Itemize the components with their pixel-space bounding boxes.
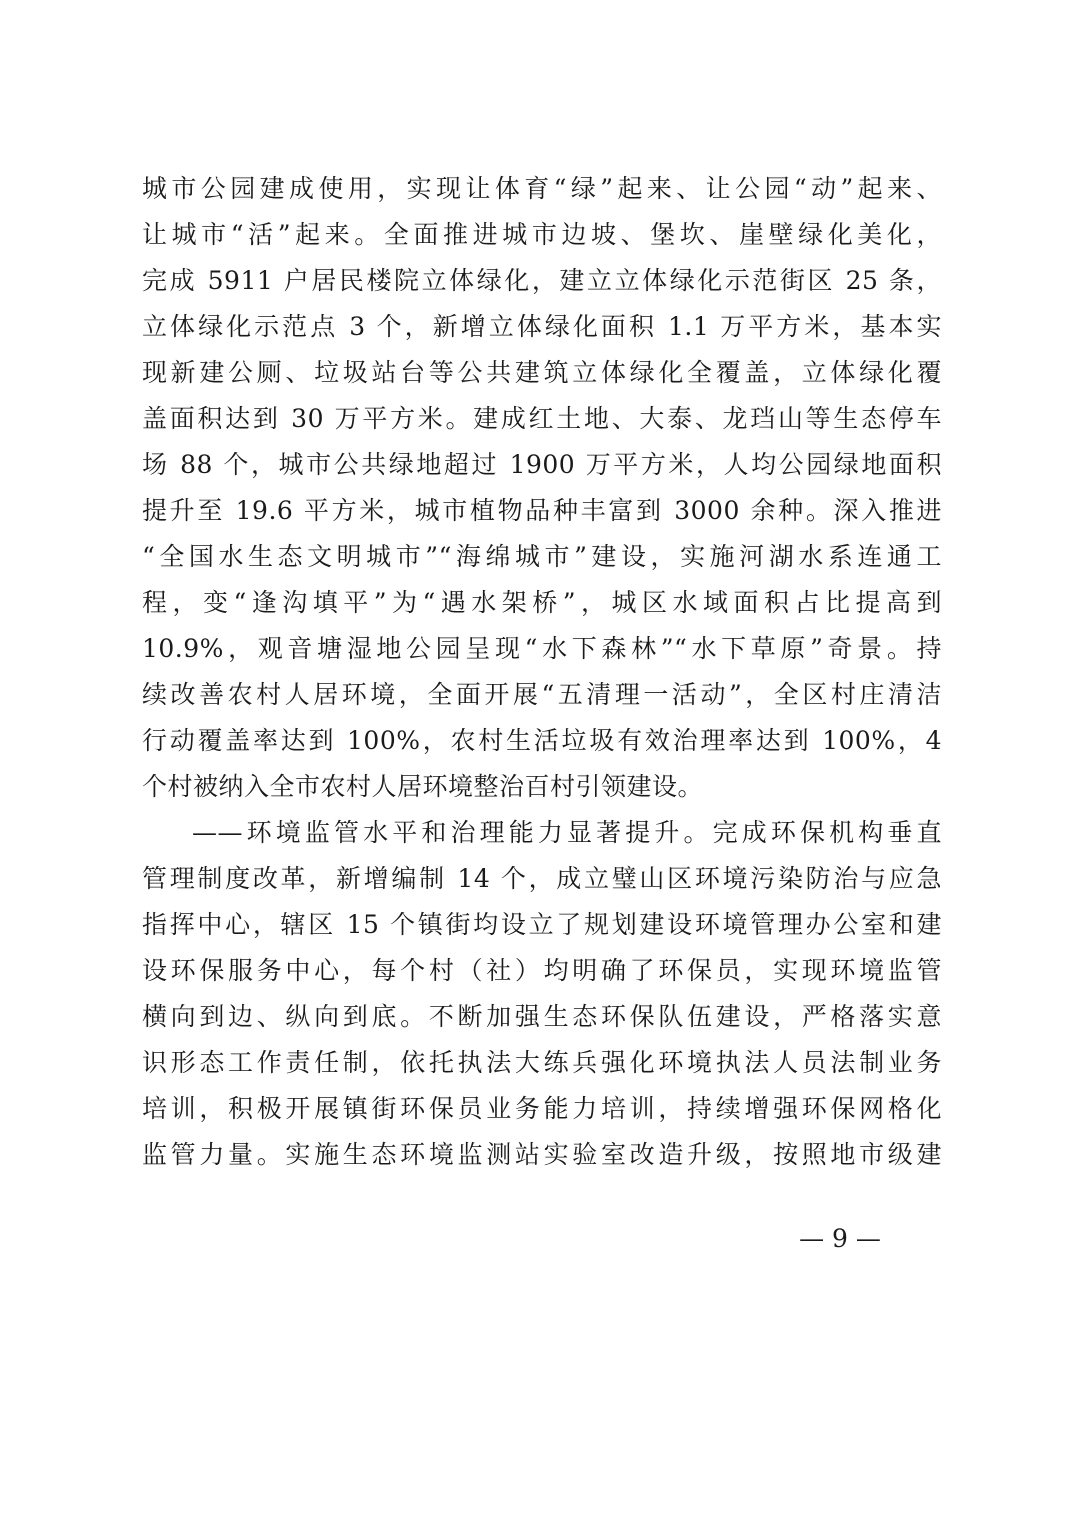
body-text	[142, 166, 942, 1178]
paragraph-line: 管理制度改革，新增编制 14 个，成立璧山区环境污染防治与应急	[142, 864, 942, 893]
paragraph-line: 培训，积极开展镇街环保员业务能力培训，持续增强环保网格化	[142, 1094, 942, 1123]
paragraph-line: 盖面积达到 30 万平方米。建成红土地、大泰、龙珰山等生态停车	[142, 404, 942, 433]
paragraph-line: 识形态工作责任制，依托执法大练兵强化环境执法人员法制业务	[142, 1048, 942, 1077]
paragraph-line: 场 88 个，城市公共绿地超过 1900 万平方米，人均公园绿地面积	[142, 450, 942, 479]
paragraph-line: 设环保服务中心，每个村（社）均明确了环保员，实现环境监管	[142, 956, 942, 985]
paragraph-line: 立体绿化示范点 3 个，新增立体绿化面积 1.1 万平方米，基本实	[142, 312, 942, 341]
paragraph-line: 续改善农村人居环境，全面开展“五清理一活动”，全区村庄清洁	[142, 680, 942, 709]
paragraph-line: 城市公园建成使用，实现让体育“绿”起来、让公园“动”起来、	[142, 174, 942, 203]
paragraph-line: 指挥中心，辖区 15 个镇街均设立了规划建设环境管理办公室和建	[142, 910, 942, 939]
paragraph-line: 让城市“活”起来。全面推进城市边坡、堡坎、崖壁绿化美化，	[142, 220, 942, 249]
paragraph-line: ——环境监管水平和治理能力显著提升。完成环保机构垂直	[192, 818, 942, 847]
paragraph-line: 个村被纳入全市农村人居环境整治百村引领建设。	[142, 772, 704, 801]
paragraph-line: 监管力量。实施生态环境监测站实验室改造升级，按照地市级建	[142, 1140, 942, 1169]
paragraph-line: 提升至 19.6 平方米，城市植物品种丰富到 3000 余种。深入推进	[142, 496, 942, 525]
paragraph-line: 行动覆盖率达到 100%，农村生活垃圾有效治理率达到 100%，4	[142, 726, 942, 755]
paragraph-line: 现新建公厕、垃圾站台等公共建筑立体绿化全覆盖，立体绿化覆	[142, 358, 942, 387]
paragraph-line: 横向到边、纵向到底。不断加强生态环保队伍建设，严格落实意	[142, 1002, 942, 1031]
page-number: — 9 —	[799, 1224, 881, 1253]
paragraph-line: “全国水生态文明城市”“海绵城市”建设，实施河湖水系连通工	[142, 542, 942, 571]
paragraph-line: 完成 5911 户居民楼院立体绿化，建立立体绿化示范街区 25 条，	[142, 266, 942, 295]
paragraph-line: 10.9%，观音塘湿地公园呈现“水下森林”“水下草原”奇景。持	[142, 634, 942, 663]
paragraph-line: 程，变“逢沟填平”为“遇水架桥”，城区水域面积占比提高到	[142, 588, 942, 617]
